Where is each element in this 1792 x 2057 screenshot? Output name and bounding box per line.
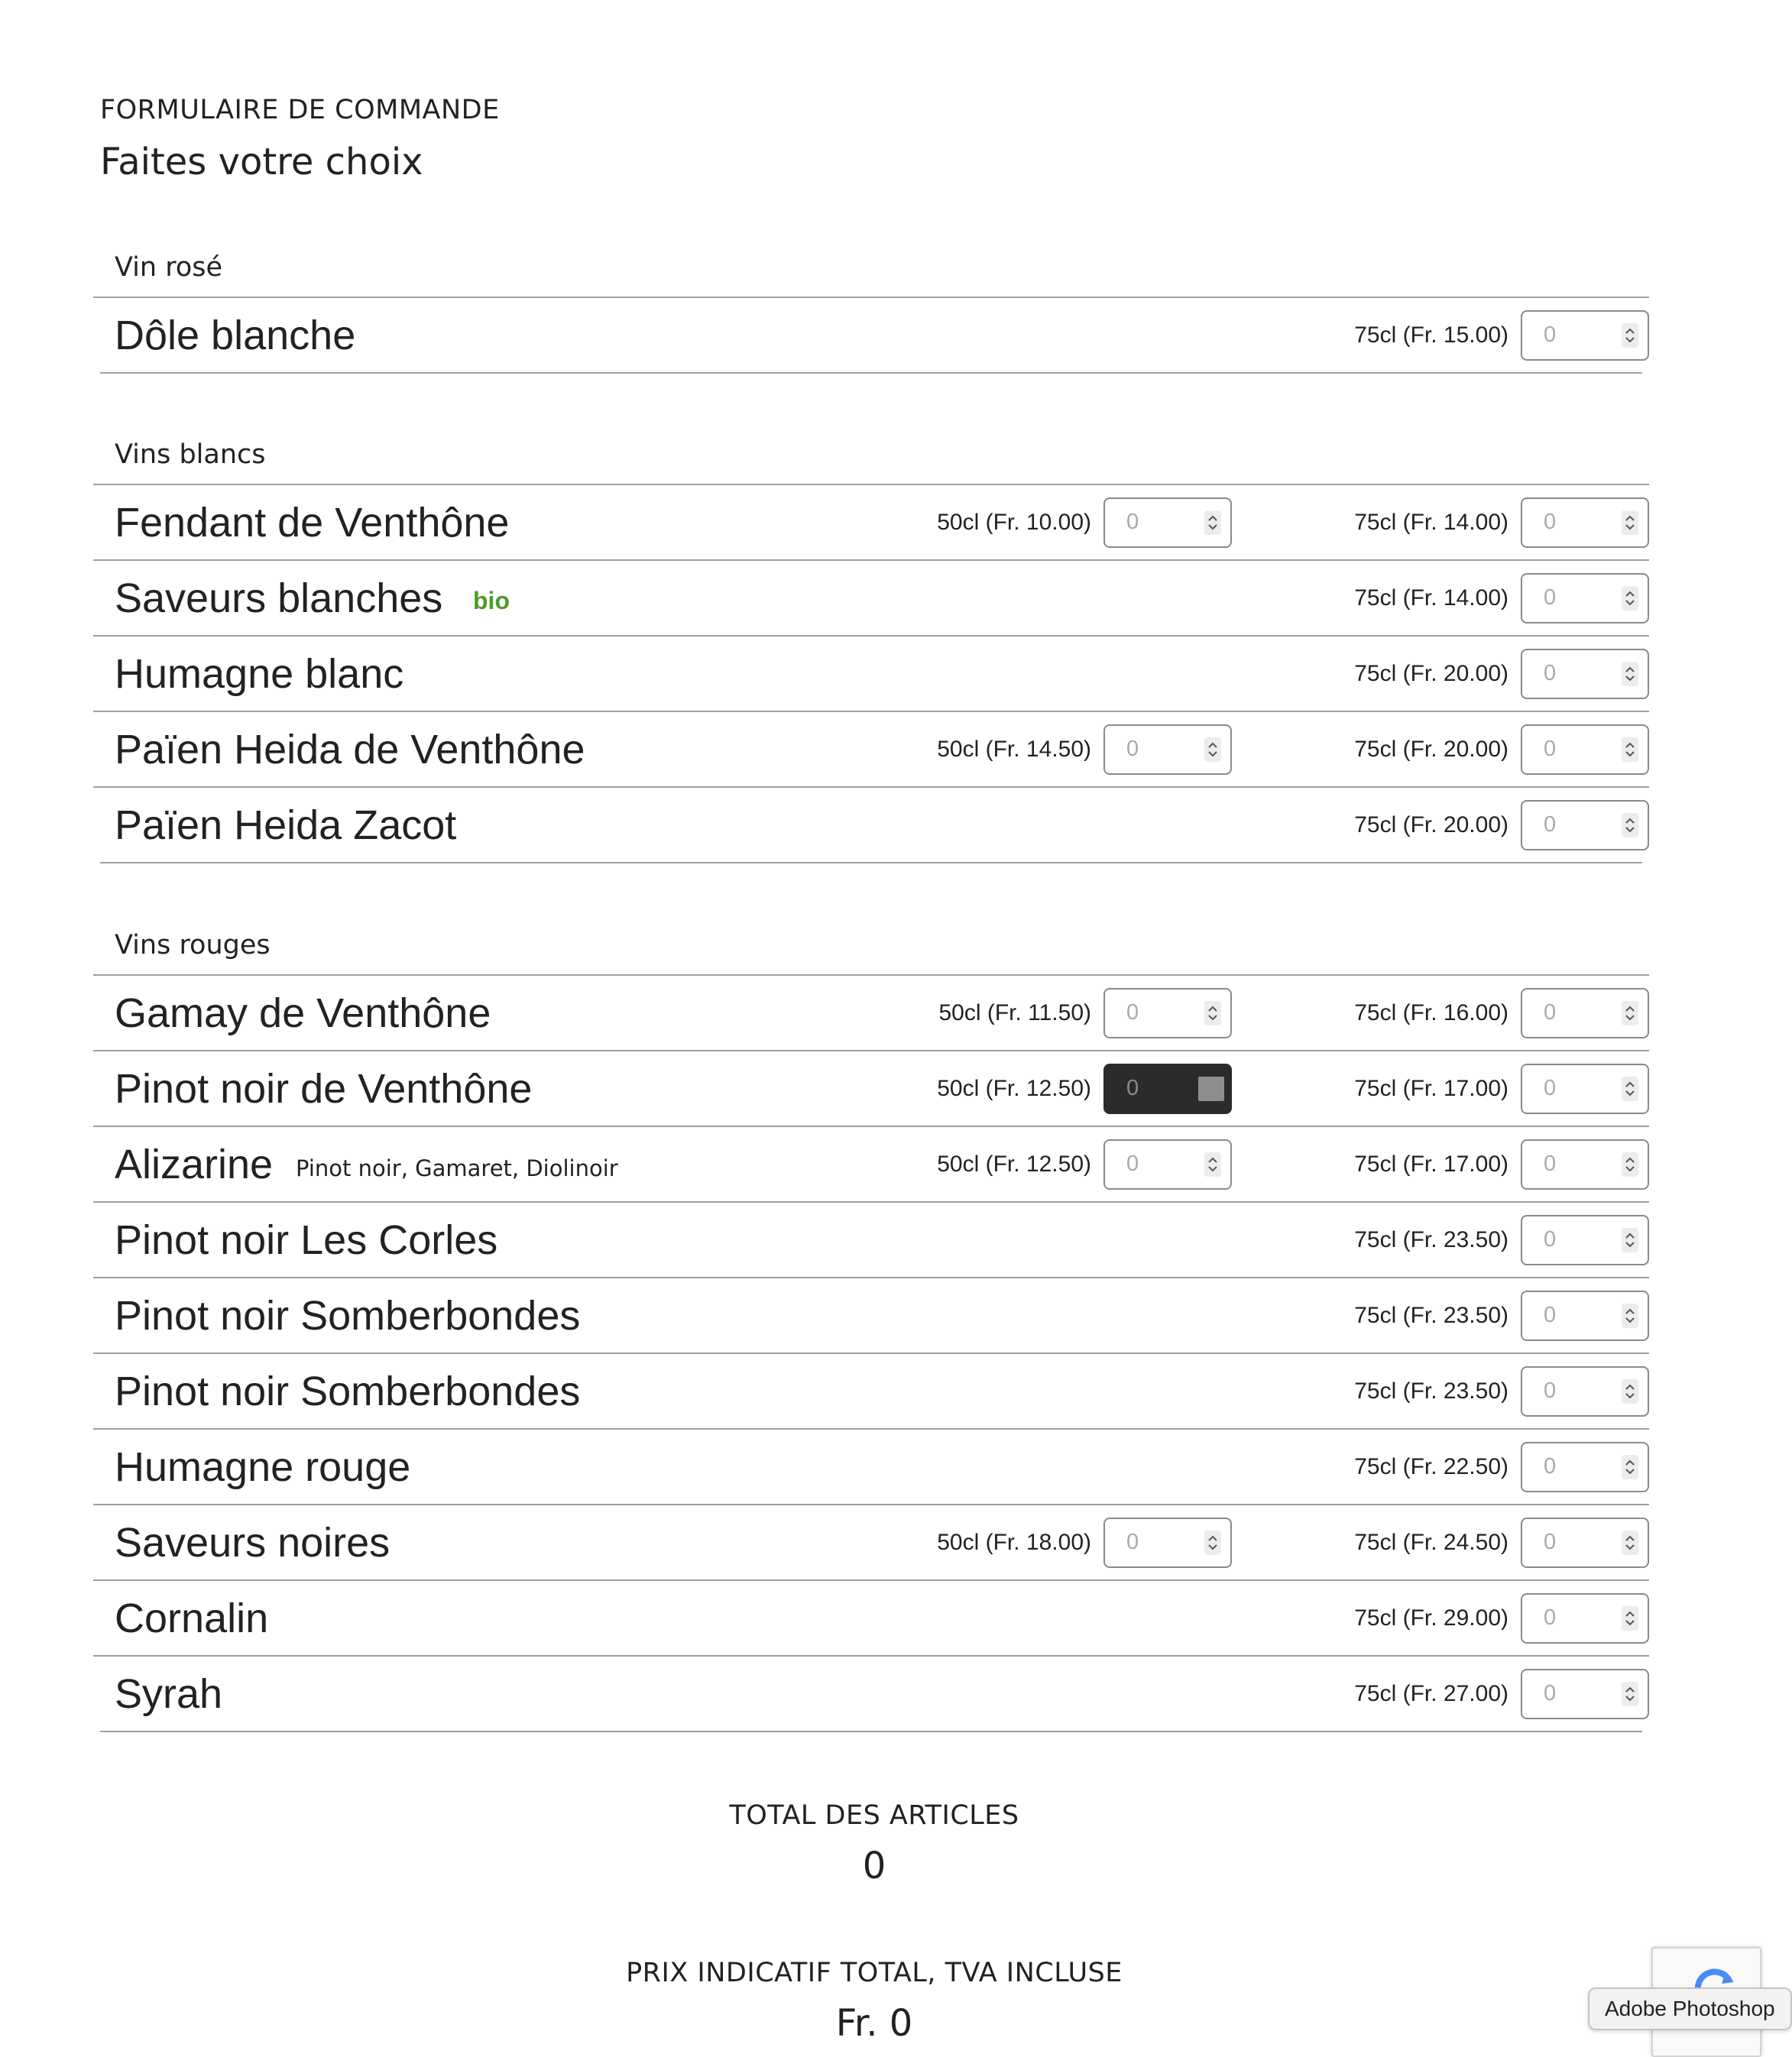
option-75cl bbox=[1354, 1214, 1649, 1266]
quantity-input[interactable] bbox=[1522, 1065, 1614, 1113]
quantity-input[interactable] bbox=[1522, 1443, 1614, 1491]
wine-row-gamay-de-venthone bbox=[93, 976, 1649, 1051]
wine-row-humagne-rouge bbox=[93, 1430, 1649, 1505]
option-75cl bbox=[1354, 1441, 1649, 1493]
option-75cl bbox=[1354, 1365, 1649, 1417]
option-75cl-label: 75cl (Fr. 15.00) bbox=[1354, 322, 1508, 348]
wine-name: Gamay de Venthône bbox=[115, 990, 491, 1036]
option-75cl bbox=[1354, 1139, 1649, 1190]
option-75cl-label: 75cl (Fr. 14.00) bbox=[1354, 585, 1508, 611]
adobe-photoshop-tooltip: Adobe Photoshop bbox=[1588, 1987, 1792, 2030]
spinner-arrows-icon[interactable] bbox=[1622, 1304, 1638, 1328]
spinner-arrows-icon[interactable] bbox=[1622, 1152, 1638, 1177]
option-50cl-label: 50cl (Fr. 11.50) bbox=[938, 999, 1091, 1025]
quantity-stepper-75cl[interactable] bbox=[1521, 573, 1649, 624]
option-75cl-label: 75cl (Fr. 22.50) bbox=[1354, 1453, 1508, 1479]
option-75cl-label: 75cl (Fr. 20.00) bbox=[1354, 660, 1508, 686]
option-50cl-label: 50cl (Fr. 18.00) bbox=[937, 1529, 1091, 1555]
quantity-input[interactable] bbox=[1522, 990, 1614, 1037]
quantity-stepper-75cl[interactable] bbox=[1521, 310, 1649, 361]
option-75cl bbox=[1354, 497, 1649, 549]
option-50cl bbox=[937, 497, 1232, 549]
quantity-input[interactable] bbox=[1105, 1519, 1197, 1566]
option-50cl bbox=[937, 1139, 1232, 1190]
option-75cl-label: 75cl (Fr. 16.00) bbox=[1354, 999, 1508, 1025]
total-items-label: TOTAL DES ARTICLES bbox=[729, 1800, 1019, 1831]
option-75cl bbox=[1354, 1592, 1649, 1644]
quantity-stepper-75cl[interactable] bbox=[1521, 724, 1649, 775]
spinner-arrows-icon[interactable] bbox=[1622, 737, 1638, 762]
quantity-stepper-75cl[interactable] bbox=[1521, 649, 1649, 699]
wine-row-saveurs-blanches bbox=[93, 561, 1649, 637]
quantity-input[interactable] bbox=[1522, 1595, 1614, 1642]
option-75cl bbox=[1354, 1290, 1649, 1342]
wine-row-paien-heida-de-venthone bbox=[93, 712, 1649, 788]
quantity-stepper-75cl[interactable] bbox=[1521, 800, 1649, 850]
spinner-arrows-icon[interactable] bbox=[1622, 813, 1638, 837]
wine-name: Pinot noir Les Corles bbox=[115, 1216, 498, 1263]
wine-name: Fendant de Venthône bbox=[115, 499, 510, 546]
quantity-stepper-50cl[interactable] bbox=[1103, 1064, 1232, 1114]
quantity-input[interactable] bbox=[1105, 726, 1197, 773]
quantity-stepper-75cl[interactable] bbox=[1521, 1366, 1649, 1417]
total-items-value: 0 bbox=[862, 1845, 886, 1887]
total-price-value: Fr. 0 bbox=[835, 2002, 913, 2045]
quantity-input[interactable] bbox=[1522, 499, 1614, 546]
spinner-arrows-icon[interactable] bbox=[1622, 1001, 1638, 1025]
wine-row-pinot-noir-les-corles bbox=[93, 1203, 1649, 1278]
wine-name: Pinot noir Somberbondes bbox=[115, 1368, 581, 1414]
wine-name: Pinot noir Somberbondes bbox=[115, 1292, 581, 1339]
option-50cl-label: 50cl (Fr. 10.00) bbox=[937, 509, 1091, 535]
option-75cl-label: 75cl (Fr. 24.50) bbox=[1354, 1529, 1508, 1555]
quantity-input[interactable] bbox=[1105, 1141, 1197, 1188]
quantity-input[interactable] bbox=[1522, 802, 1614, 849]
wine-row-alizarine bbox=[93, 1127, 1649, 1203]
wine-name: Syrah bbox=[115, 1670, 223, 1717]
wine-name: Cornalin bbox=[115, 1595, 269, 1641]
form-eyebrow: FORMULAIRE DE COMMANDE bbox=[100, 95, 500, 125]
spinner-arrows-icon[interactable] bbox=[1622, 323, 1638, 348]
option-75cl bbox=[1354, 987, 1649, 1039]
option-75cl bbox=[1354, 724, 1649, 776]
wine-row-paien-heida-zacot bbox=[100, 788, 1642, 863]
wine-name: Saveurs noires bbox=[115, 1519, 390, 1566]
quantity-stepper-75cl[interactable] bbox=[1521, 1064, 1649, 1114]
quantity-input[interactable] bbox=[1522, 575, 1614, 622]
wine-row-syrah bbox=[100, 1657, 1642, 1732]
option-50cl bbox=[937, 1517, 1232, 1569]
quantity-stepper-50cl[interactable] bbox=[1103, 724, 1232, 775]
quantity-stepper-75cl[interactable] bbox=[1521, 1593, 1649, 1644]
wine-row-pinot-noir-de-venthone bbox=[93, 1051, 1649, 1127]
total-price-label: PRIX INDICATIF TOTAL, TVA INCLUSE bbox=[626, 1958, 1123, 1988]
option-75cl-label: 75cl (Fr. 20.00) bbox=[1354, 811, 1508, 837]
wine-row-pinot-noir-somberbondes bbox=[93, 1278, 1649, 1354]
option-50cl bbox=[937, 724, 1232, 776]
wine-row-cornalin bbox=[93, 1581, 1649, 1657]
quantity-input[interactable] bbox=[1105, 499, 1197, 546]
wine-row-dole-blanche bbox=[100, 298, 1642, 374]
quantity-stepper-75cl[interactable] bbox=[1521, 1139, 1649, 1190]
spinner-arrows-icon[interactable] bbox=[1622, 1379, 1638, 1404]
quantity-stepper-50cl[interactable] bbox=[1103, 497, 1232, 548]
wine-name: Saveurs blanches bbox=[115, 575, 443, 621]
spinner-arrows-icon[interactable] bbox=[1622, 1228, 1638, 1252]
quantity-stepper-75cl[interactable] bbox=[1521, 1442, 1649, 1492]
spinner-arrows-icon[interactable] bbox=[1204, 1001, 1221, 1025]
option-50cl bbox=[937, 1063, 1232, 1115]
option-75cl-label: 75cl (Fr. 17.00) bbox=[1354, 1151, 1508, 1177]
quantity-input[interactable] bbox=[1105, 1065, 1197, 1113]
quantity-input[interactable] bbox=[1522, 1292, 1614, 1339]
spinner-arrows-icon[interactable] bbox=[1204, 1152, 1221, 1177]
section-title-vins-blancs: Vins blancs bbox=[115, 439, 266, 470]
quantity-stepper-50cl[interactable] bbox=[1103, 1518, 1232, 1568]
option-75cl-label: 75cl (Fr. 23.50) bbox=[1354, 1378, 1508, 1404]
quantity-stepper-50cl[interactable] bbox=[1103, 1139, 1232, 1190]
option-50cl-label: 50cl (Fr. 12.50) bbox=[937, 1075, 1091, 1101]
wine-name: Païen Heida de Venthône bbox=[115, 726, 585, 773]
option-75cl-label: 75cl (Fr. 23.50) bbox=[1354, 1226, 1508, 1252]
option-75cl bbox=[1354, 1517, 1649, 1569]
wine-row-saveurs-noires bbox=[93, 1505, 1649, 1581]
spinner-arrows-icon[interactable] bbox=[1622, 662, 1638, 686]
quantity-input[interactable] bbox=[1522, 1519, 1614, 1566]
spinner-arrows-icon[interactable] bbox=[1622, 510, 1638, 535]
option-50cl bbox=[938, 987, 1232, 1039]
spinner-arrows-icon[interactable] bbox=[1622, 586, 1638, 611]
quantity-stepper-75cl[interactable] bbox=[1521, 497, 1649, 548]
spinner-arrows-icon[interactable] bbox=[1622, 1455, 1638, 1479]
total-items-block bbox=[0, 1800, 1748, 1887]
option-75cl-label: 75cl (Fr. 14.00) bbox=[1354, 509, 1508, 535]
option-75cl bbox=[1354, 572, 1649, 624]
quantity-input[interactable] bbox=[1522, 1368, 1614, 1415]
section-title-vin-rose: Vin rosé bbox=[115, 252, 223, 283]
quantity-input[interactable] bbox=[1522, 1670, 1614, 1718]
quantity-input[interactable] bbox=[1105, 990, 1197, 1037]
spinner-arrows-icon[interactable] bbox=[1204, 1531, 1221, 1555]
quantity-input[interactable] bbox=[1522, 726, 1614, 773]
wine-row-humagne-blanc bbox=[93, 637, 1649, 712]
spinner-arrows-icon[interactable] bbox=[1204, 737, 1221, 762]
wine-row-fendant-de-venthone bbox=[93, 485, 1649, 561]
page-title: Faites votre choix bbox=[100, 141, 423, 183]
spinner-arrows-icon[interactable] bbox=[1622, 1077, 1638, 1101]
wine-name: Humagne blanc bbox=[115, 650, 404, 697]
wine-name: Pinot noir de Venthône bbox=[115, 1065, 533, 1112]
option-75cl bbox=[1354, 1668, 1649, 1720]
quantity-input[interactable] bbox=[1522, 1141, 1614, 1188]
section-title-vins-rouges: Vins rouges bbox=[115, 930, 271, 960]
spinner-arrows-icon[interactable] bbox=[1622, 1682, 1638, 1706]
option-50cl-label: 50cl (Fr. 12.50) bbox=[937, 1151, 1091, 1177]
option-75cl bbox=[1354, 1063, 1649, 1115]
option-75cl bbox=[1354, 309, 1649, 361]
wine-name: Alizarine bbox=[115, 1141, 274, 1187]
wine-subtitle: Pinot noir, Gamaret, Diolinoir bbox=[296, 1155, 618, 1181]
wine-name: Dôle blanche bbox=[115, 312, 356, 358]
quantity-input[interactable] bbox=[1522, 650, 1614, 698]
spinner-arrows-icon[interactable] bbox=[1204, 510, 1221, 535]
quantity-stepper-75cl[interactable] bbox=[1521, 988, 1649, 1038]
spinner-arrows-icon[interactable] bbox=[1622, 1606, 1638, 1631]
option-75cl-label: 75cl (Fr. 29.00) bbox=[1354, 1605, 1508, 1631]
bio-badge: bio bbox=[473, 586, 510, 614]
quantity-input[interactable] bbox=[1522, 1216, 1614, 1264]
option-50cl-label: 50cl (Fr. 14.50) bbox=[937, 736, 1091, 762]
quantity-stepper-75cl[interactable] bbox=[1521, 1669, 1649, 1719]
spinner-arrows-icon[interactable] bbox=[1198, 1077, 1224, 1101]
quantity-input[interactable] bbox=[1522, 312, 1614, 359]
option-75cl bbox=[1354, 799, 1649, 851]
wine-name: Humagne rouge bbox=[115, 1443, 411, 1490]
option-75cl-label: 75cl (Fr. 23.50) bbox=[1354, 1302, 1508, 1328]
option-75cl-label: 75cl (Fr. 27.00) bbox=[1354, 1680, 1508, 1706]
quantity-stepper-75cl[interactable] bbox=[1521, 1518, 1649, 1568]
quantity-stepper-50cl[interactable] bbox=[1103, 988, 1232, 1038]
total-price-block bbox=[0, 1958, 1748, 2045]
spinner-arrows-icon[interactable] bbox=[1622, 1531, 1638, 1555]
option-75cl-label: 75cl (Fr. 20.00) bbox=[1354, 736, 1508, 762]
quantity-stepper-75cl[interactable] bbox=[1521, 1291, 1649, 1341]
quantity-stepper-75cl[interactable] bbox=[1521, 1215, 1649, 1265]
wine-name: Païen Heida Zacot bbox=[115, 802, 457, 848]
option-75cl-label: 75cl (Fr. 17.00) bbox=[1354, 1075, 1508, 1101]
option-75cl bbox=[1354, 648, 1649, 700]
wine-row-pinot-noir-somberbondes bbox=[93, 1354, 1649, 1430]
